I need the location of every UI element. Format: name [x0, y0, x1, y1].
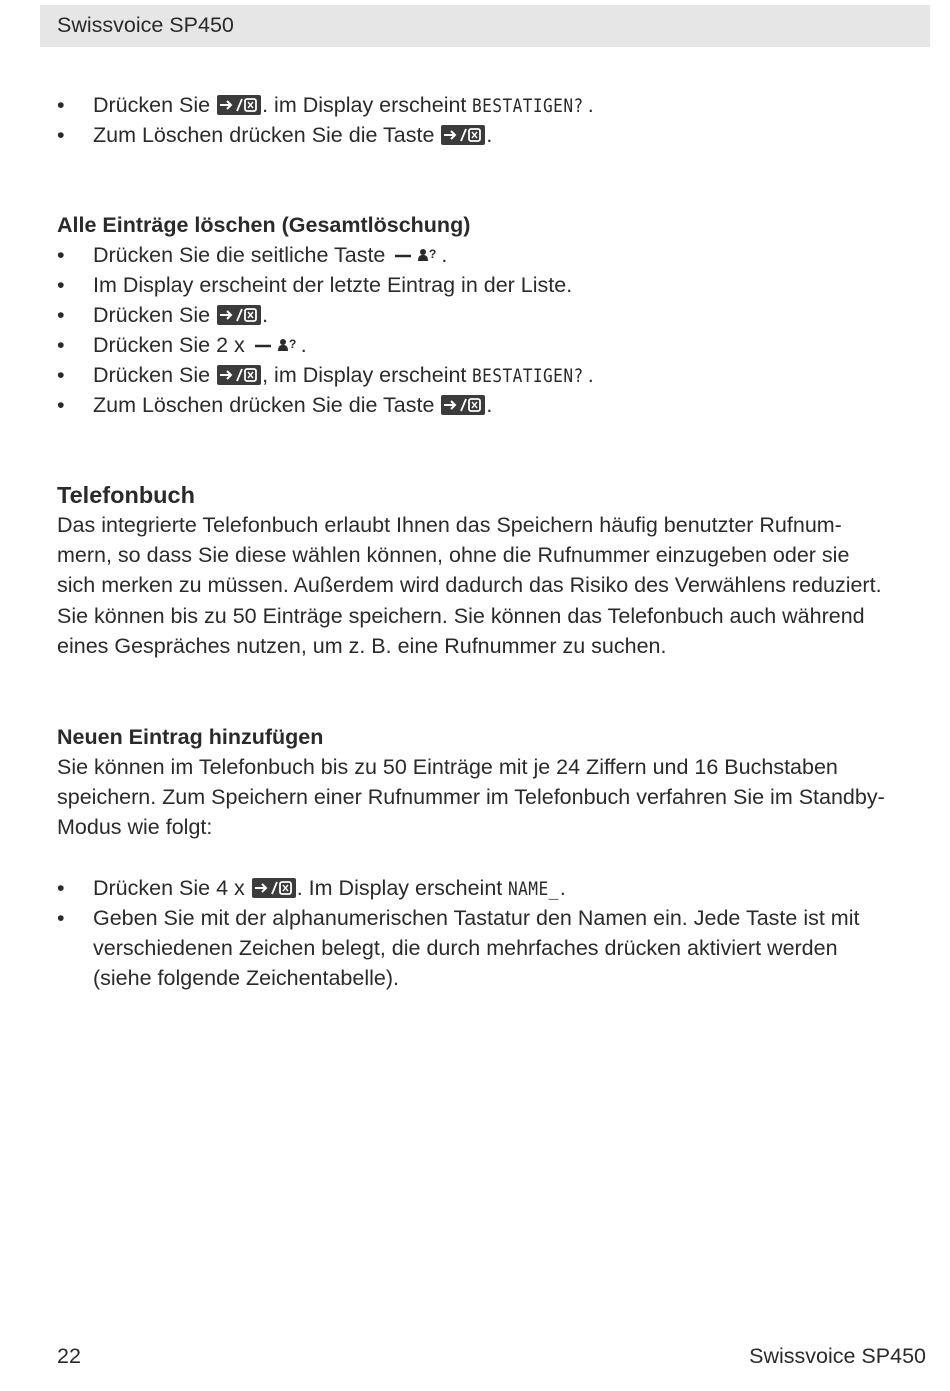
list-item: • Drücken Sie , im Display erscheint BESTATIGEN? . [57, 360, 927, 390]
paragraph-line: Modus wie folgt: [57, 815, 213, 840]
list-item: • Drücken Sie . im Display erscheint BESTATIGEN? . [57, 90, 927, 120]
list-item [57, 903, 927, 993]
svg-text:?: ? [288, 337, 297, 351]
bullet: • [57, 333, 65, 357]
display-text: NAME_ [508, 877, 559, 900]
bullet: • [57, 905, 65, 930]
forward-delete-key-icon [441, 395, 485, 415]
bullet: • [57, 273, 65, 297]
list-item: • Drücken Sie . [57, 300, 927, 330]
list-item: • Drücken Sie die seitliche Taste ? . [57, 240, 927, 270]
page-header [40, 5, 930, 47]
footer-brand: Swissvoice SP450 [749, 1344, 926, 1368]
display-text: BESTATIGEN? [472, 365, 585, 387]
paragraph-line: eines Gespräches nutzen, um z. B. eine Rufnummer zu suchen. [57, 633, 667, 658]
paragraph-line: sich merken zu müssen. Außerdem wird dadurch das Risiko des Verwählens reduziert. [57, 573, 882, 598]
forward-delete-key-icon [217, 305, 261, 325]
list-item: • Zum Löschen drücken Sie die Taste . [57, 390, 927, 420]
side-contact-key-icon [253, 332, 299, 362]
header-title: Swissvoice SP450 [57, 13, 234, 37]
paragraph-line: Sie können bis zu 50 Einträge speichern. Sie können das Telefonbuch auch während [57, 603, 865, 628]
bullet: • [57, 875, 65, 900]
bullet: • [57, 93, 65, 117]
bullet: • [57, 243, 65, 267]
list-item: • Im Display erscheint der letzte Eintrag in der Liste. [57, 270, 927, 300]
forward-delete-key-icon [252, 878, 296, 898]
paragraph-line: Das integrierte Telefonbuch erlaubt Ihnen das Speichern häufig benutzter Rufnum- [57, 513, 842, 537]
section-heading: Telefonbuch [57, 482, 195, 508]
svg-text:?: ? [429, 247, 437, 261]
list-item: • Zum Löschen drücken Sie die Taste . [57, 120, 927, 150]
paragraph [57, 752, 927, 843]
section-heading: Neuen Eintrag hinzufügen [57, 725, 324, 750]
list-item: • Drücken Sie 2 x ? . [57, 330, 927, 360]
bullet: • [57, 123, 65, 147]
list-item: • Drücken Sie 4 x . Im Display erscheint NAME_. [57, 873, 927, 903]
forward-delete-key-icon [217, 365, 261, 385]
forward-delete-key-icon [441, 125, 485, 145]
side-contact-key-icon [393, 242, 439, 272]
list-item-line: Geben Sie mit der alphanumerischen Tastatur den Namen ein. Jede Taste ist mit [93, 905, 860, 930]
list-item-line: (siehe folgende Zeichentabelle). [93, 965, 399, 990]
paragraph-line: mern, so dass Sie diese wählen können, ohne die Rufnummer einzugeben oder sie [57, 543, 850, 568]
paragraph-line: Sie können im Telefonbuch bis zu 50 Einträge mit je 24 Ziffern und 16 Buchstaben [57, 755, 838, 780]
paragraph [57, 510, 927, 661]
bullet: • [57, 393, 65, 417]
list-item-line: verschiedenen Zeichen belegt, die durch mehrfaches drücken aktiviert werden [93, 935, 838, 960]
display-text: BESTATIGEN? [472, 95, 585, 117]
bullet: • [57, 363, 65, 387]
section-heading: Alle Einträge löschen (Gesamtlöschung) [57, 213, 471, 237]
page-content [57, 90, 927, 993]
page-number: 22 [57, 1344, 81, 1368]
bullet: • [57, 303, 65, 327]
forward-delete-key-icon [217, 95, 261, 115]
paragraph-line: speichern. Zum Speichern einer Rufnummer im Telefonbuch verfahren Sie im Standby- [57, 785, 885, 810]
